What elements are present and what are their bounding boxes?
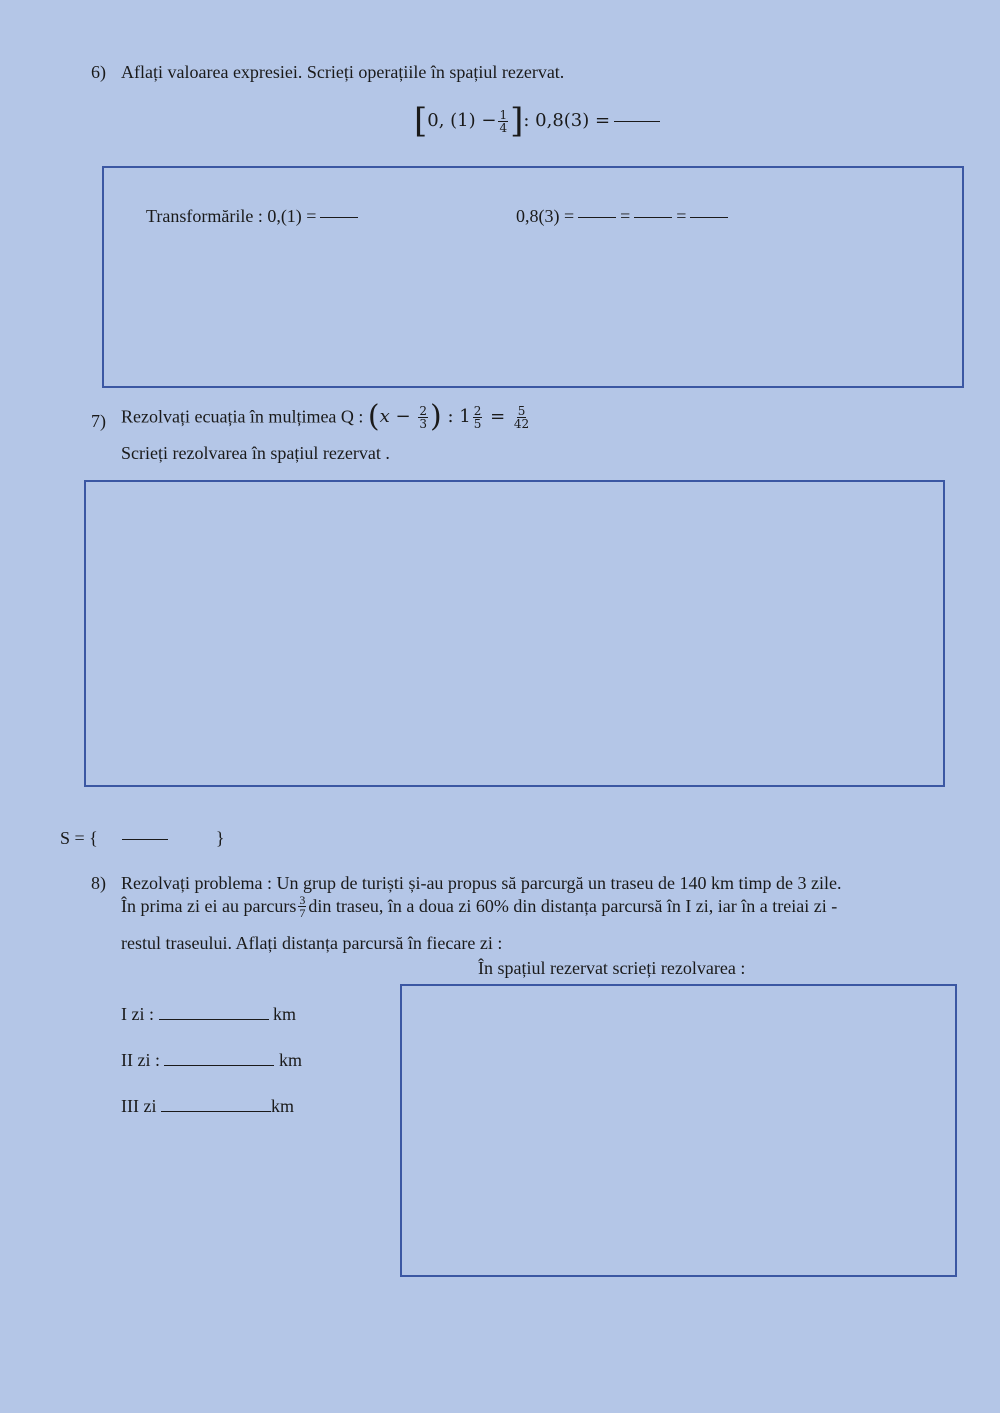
right-paren: )	[430, 399, 442, 434]
workspace-label: În spațiul rezervat scrieți rezolvarea :	[478, 958, 746, 978]
question-8-line2a: În prima zi ei au parcurs	[121, 896, 297, 916]
question-6-expression	[414, 101, 664, 141]
day-2-answer[interactable]	[164, 1065, 274, 1066]
question-7-workspace[interactable]	[84, 480, 945, 787]
solution-set-close: }	[215, 828, 225, 848]
fraction-five-fortytwo: $\frac{5}{42}$	[513, 403, 530, 431]
question-7-number: 7)	[91, 411, 106, 431]
left-bracket: [	[414, 101, 428, 141]
question-8-number: 8)	[91, 873, 106, 893]
fraction-two-fifths: $\frac{2}{5}$	[473, 403, 482, 431]
solution-set-label: S = {	[60, 828, 98, 848]
question-8-line1: Rezolvați problema : Un grup de turiști și-au propus să parcurgă un traseu de 140 km timp de 3 zile.	[121, 873, 842, 893]
day-3-answer[interactable]	[161, 1111, 271, 1112]
question-6-workspace[interactable]	[102, 166, 964, 388]
question-8-line3: restul traseului. Aflați distanța parcursă în fiecare zi :	[121, 933, 503, 953]
transform-label: Transformările : 0,(1) =	[146, 206, 317, 226]
day-3-label: III zi	[121, 1096, 157, 1116]
day-2-label: II zi :	[121, 1050, 160, 1070]
fraction-two-thirds: $\frac{2}{3}$	[419, 403, 427, 431]
divide-mixed: : 1	[447, 406, 471, 427]
answer-blank[interactable]	[614, 121, 660, 122]
eq-sign: =	[620, 206, 631, 226]
transform-blank-4[interactable]	[690, 217, 728, 218]
transform-blank-2[interactable]	[578, 217, 616, 218]
equation	[367, 399, 532, 434]
question-8-workspace[interactable]	[400, 984, 957, 1277]
variable-x: x	[379, 406, 390, 427]
day-3-row	[121, 1096, 294, 1117]
expr-part2: : 0,8(3) =	[523, 110, 611, 131]
day-1-row	[121, 1004, 296, 1025]
day-3-unit: km	[270, 1096, 294, 1116]
solution-set	[60, 828, 224, 849]
transform-row-left	[146, 206, 362, 227]
eq-sign: =	[676, 206, 687, 226]
question-8-line2	[121, 894, 837, 919]
solution-blank[interactable]	[122, 839, 168, 840]
fraction-one-quarter: $\frac{1}{4}$	[499, 107, 508, 135]
transform-blank-1[interactable]	[320, 217, 358, 218]
day-2-row	[121, 1050, 302, 1071]
day-1-label: I zi :	[121, 1004, 154, 1024]
transform-right-label: 0,8(3) =	[516, 206, 575, 226]
transform-row-right	[516, 206, 732, 227]
question-8-line2b: din traseu, în a doua zi 60% din distanța parcursă în I zi, iar în a treiai zi -	[308, 896, 838, 916]
right-bracket: ]	[510, 101, 524, 141]
equals-sign: =	[490, 406, 506, 427]
question-7-instruction: Scrieți rezolvarea în spațiul rezervat .	[121, 443, 390, 463]
minus-sign: −	[395, 406, 411, 427]
question-6-number: 6)	[91, 62, 106, 82]
question-6-text: Aflați valoarea expresiei. Scrieți operațiile în spațiul rezervat.	[121, 62, 565, 82]
day-1-unit: km	[273, 1004, 297, 1024]
day-1-answer[interactable]	[159, 1019, 269, 1020]
transform-blank-3[interactable]	[634, 217, 672, 218]
left-paren: (	[367, 399, 380, 434]
fraction-three-sevenths: $\frac{3}{7}$	[299, 893, 306, 920]
question-7-equation-row	[121, 399, 532, 434]
expr-part1: 0, (1) −	[427, 110, 497, 131]
question-7-text: Rezolvați ecuația în mulțimea Q :	[121, 406, 364, 427]
day-2-unit: km	[278, 1050, 302, 1070]
